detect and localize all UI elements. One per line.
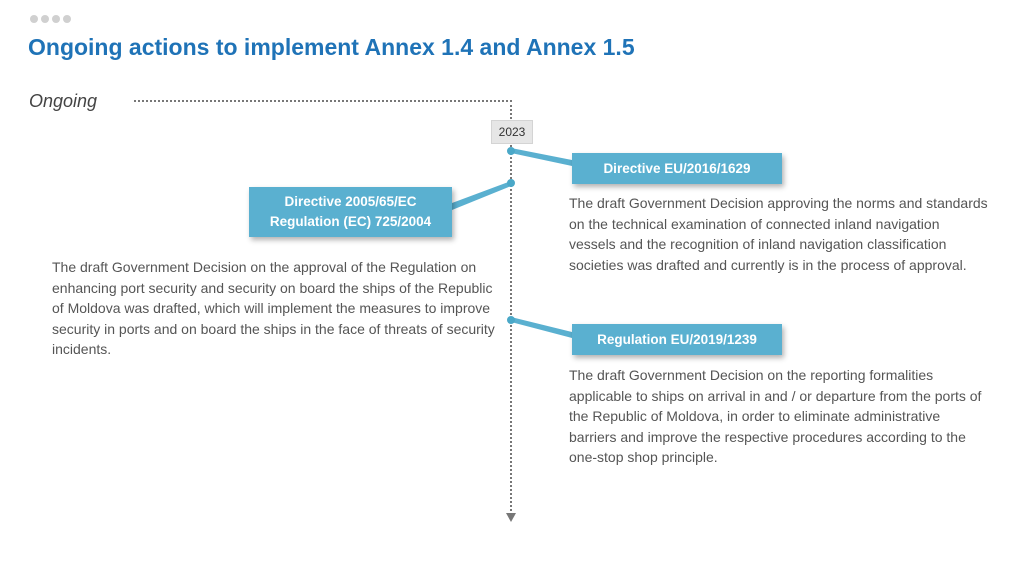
timeline-year-label: 2023 — [491, 120, 533, 144]
tag-line: Regulation (EC) 725/2004 — [269, 214, 432, 229]
description-reporting-formalities: The draft Government Decision on the reporting formalities applicable to ships on arrival in and / or departure from the ports of the Republic of Moldova, in order to eliminate administrative barriers and improve the respective procedures according to the one-stop shop principle. — [569, 367, 982, 465]
section-label: Ongoing — [29, 91, 98, 111]
tag-directive-2005-65-ec — [249, 187, 452, 237]
tag-line: Directive 2005/65/EC — [284, 194, 417, 209]
timeline-node — [507, 147, 515, 155]
tag-line: Regulation EU/2019/1239 — [597, 332, 757, 347]
tag-regulation-eu-2019-1239 — [572, 324, 782, 355]
connector-directive-2005 — [452, 181, 511, 210]
tag-line: Directive EU/2016/1629 — [603, 161, 751, 176]
tag-directive-eu-2016-1629 — [572, 153, 782, 184]
connector-directive-2016 — [511, 148, 572, 166]
description-inland-navigation: The draft Government Decision approving the norms and standards on the technical examination of connected inland navigation vessels and the recognition of inland navigation classification societies was drafted and currently is in the process of approval. — [569, 195, 988, 273]
timeline-node — [507, 316, 515, 324]
description-port-security: The draft Government Decision on the approval of the Regulation on enhancing port security and security on board the ships of the Republic of Moldova was drafted, which will implement the measures to improve security in ports and on board the ships in the face of threats of security incidents. — [52, 259, 495, 357]
connector-regulation-2019 — [511, 317, 572, 338]
page-title: Ongoing actions to implement Annex 1.4 and Annex 1.5 — [28, 34, 635, 60]
timeline-node — [507, 179, 515, 187]
